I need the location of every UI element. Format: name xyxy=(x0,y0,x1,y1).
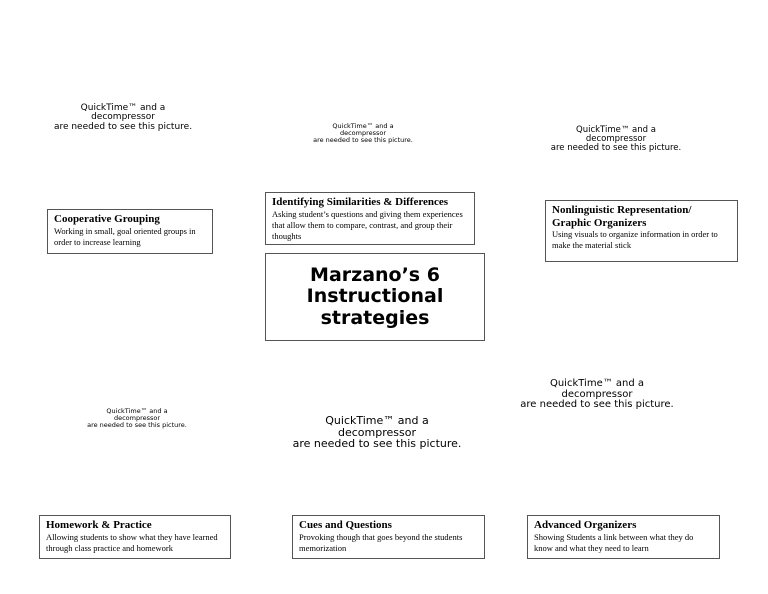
placeholder-line-2: decompressor xyxy=(113,413,161,422)
placeholder-line-2: decompressor xyxy=(585,133,647,144)
central-topic-box xyxy=(265,253,485,341)
central-topic-title: Marzano’s 6 Instructional strategies xyxy=(306,264,444,329)
placeholder-line-1: QuickTime™ and a xyxy=(576,125,656,135)
strategy-description: Asking student’s questions and giving them experiences that allow them to compare, contrast, and group their thoughts xyxy=(272,208,463,241)
strategy-description: Using visuals to organize information in order to make the material stick xyxy=(552,229,718,251)
strategy-box-cues-questions xyxy=(292,515,485,559)
image-placeholder-bottom-left xyxy=(74,408,200,428)
placeholder-line-3: are needed to see this picture. xyxy=(313,135,413,144)
placeholder-line-3: are needed to see this picture. xyxy=(87,420,187,429)
strategy-title: Advanced Organizers xyxy=(534,519,637,531)
image-placeholder-bottom-right xyxy=(508,379,686,411)
image-placeholder-top-right xyxy=(540,126,692,153)
image-placeholder-top-center xyxy=(298,123,428,143)
image-placeholder-bottom-center xyxy=(282,415,472,450)
placeholder-line-2: decompressor xyxy=(91,112,155,123)
placeholder-line-3: are needed to see this picture. xyxy=(53,121,193,132)
strategy-description: Allowing students to show what they have learned through class practice and homework xyxy=(46,531,218,553)
strategy-title: Nonlinguistic Representation/ Graphic Organizers xyxy=(552,204,692,229)
strategy-description: Working in small, goal oriented groups in order to increase learning xyxy=(54,225,196,247)
placeholder-line-2: decompressor xyxy=(561,388,633,400)
placeholder-line-1: QuickTime™ and a xyxy=(325,414,429,427)
placeholder-line-1: QuickTime™ and a xyxy=(332,122,394,130)
strategy-title: Cooperative Grouping xyxy=(54,213,160,225)
placeholder-line-3: are needed to see this picture. xyxy=(292,437,462,451)
strategy-description: Showing Students a link between what they do know and what they need to learn xyxy=(534,531,694,553)
strategy-box-cooperative-grouping xyxy=(47,209,213,254)
strategy-description: Provoking though that goes beyond the students memorization xyxy=(299,531,463,553)
placeholder-line-2: decompressor xyxy=(338,425,416,439)
strategy-box-similarities-differences xyxy=(265,192,475,245)
placeholder-line-1: QuickTime™ and a xyxy=(106,407,168,415)
strategy-box-nonlinguistic-representation xyxy=(545,200,738,262)
image-placeholder-top-left xyxy=(40,104,206,132)
placeholder-line-1: QuickTime™ and a xyxy=(80,103,166,113)
strategy-title: Cues and Questions xyxy=(299,519,392,531)
strategy-box-homework-practice xyxy=(39,515,231,559)
strategy-title: Homework & Practice xyxy=(46,519,152,531)
strategy-box-advanced-organizers xyxy=(527,515,720,559)
placeholder-line-3: are needed to see this picture. xyxy=(520,399,674,410)
placeholder-line-3: are needed to see this picture. xyxy=(550,142,682,153)
strategy-title: Identifying Similarities & Differences xyxy=(272,196,449,208)
placeholder-line-1: QuickTime™ and a xyxy=(549,378,645,389)
placeholder-line-2: decompressor xyxy=(339,128,387,137)
